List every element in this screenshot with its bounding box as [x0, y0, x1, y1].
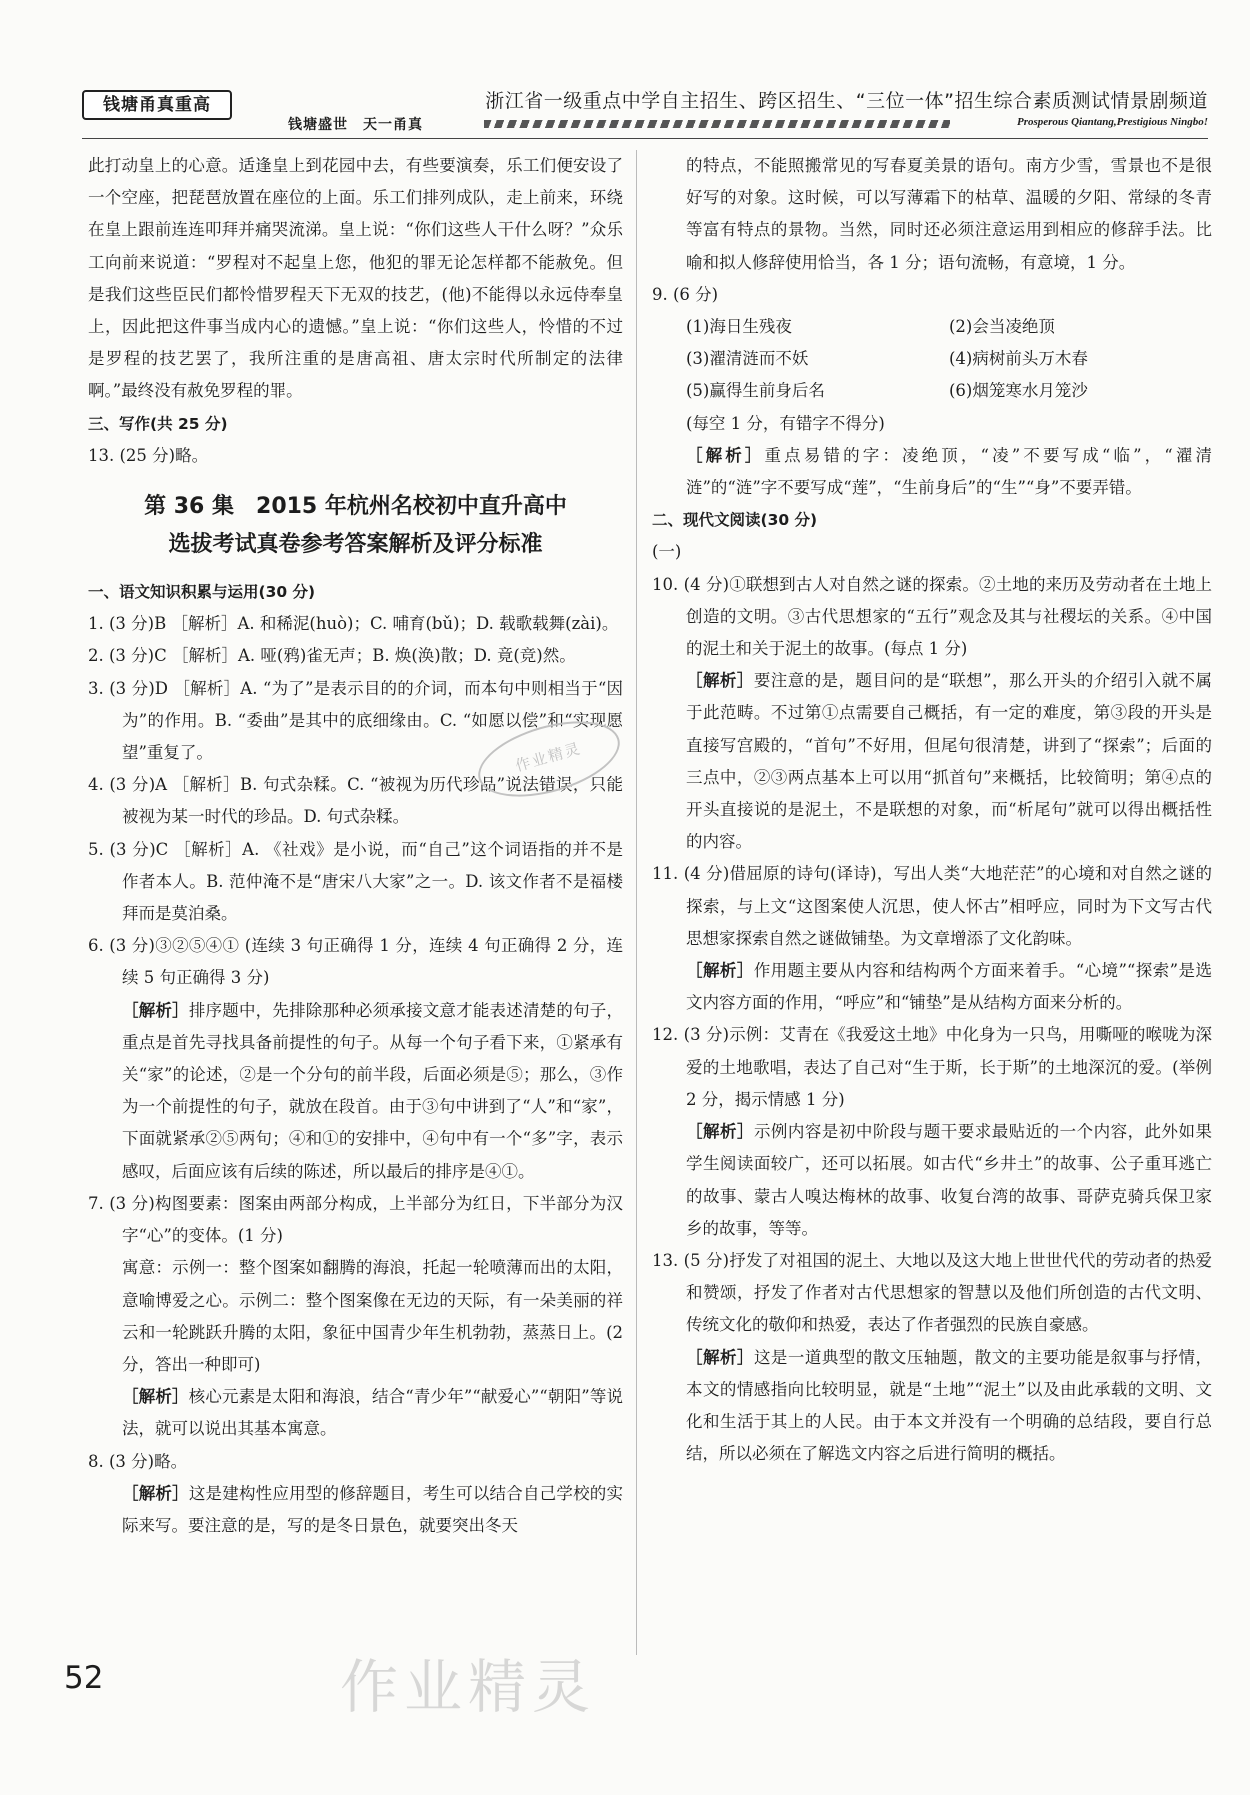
- section-heading-knowledge: 一、语文知识积累与运用(30 分): [88, 583, 316, 602]
- answer-5: 5. (3 分)C ［解析］A. 《社戏》是小说，而“自己”这个词语指的并不是作者本人。B. 范仲淹不是“唐宋八大家”之一。D. 该文作者不是福楼拜而是莫泊桑。: [88, 839, 623, 924]
- brand-subtitle: 钱塘盛世 天一甬真: [288, 117, 423, 133]
- analysis-9-text: 重点易错的字：凌绝顶，“凌”不要写成“临”，“濯清涟”的“涟”字不要写成“莲”，“生前身后”的“生”“身”不要弄错。: [686, 445, 1212, 498]
- analysis-12-text: 示例内容是初中阶段与题干要求最贴近的一个内容，此外如果学生阅读面较广，还可以拓展。如古代“乡井土”的故事、公子重耳逃亡的故事、蒙古人嗅达梅林的故事、收复台湾的故事、哥萨克骑兵保卫家乡的故事，等等。: [686, 1122, 1213, 1238]
- answer-9-items: [652, 311, 1212, 408]
- answer-7: 7. (3 分)构图要素：图案由两部分构成，上半部分为红日，下半部分为汉字“心”的变体。(1 分): [88, 1193, 623, 1246]
- answer-9-note: (每空 1 分，有错字不得分): [686, 413, 885, 433]
- watermark-stamp: 作业精灵: [470, 707, 629, 811]
- answer-9-item: (3)濯清涟而不妖: [686, 349, 809, 369]
- answer-9-item: (2)会当凌绝顶: [949, 317, 1055, 337]
- answer-6: 6. (3 分)③②⑤④① (连续 3 句正确得 1 分，连续 4 句正确得 2 分，连续 5 句正确得 3 分): [88, 936, 623, 988]
- continued-text: 此打动皇上的心意。适逢皇上到花园中去，有些要演奏，乐工们便安设了一个空座，把琵琶放置在座位的上面。乐工们排列成队，走上前来，环绕在皇上跟前连连叩拜并痛哭流涕。皇上说：“你们这些人干什么呀？”众乐工向前来说道：“罗程对不起皇上您，他犯的罪无论怎样都不能赦免。但是我们这些臣民们都怜惜罗程天下无双的技艺，(他)不能得以永远侍奉皇上，因此把这件事当成内心的遗憾。”皇上说：“你们这些人，怜惜的不过是罗程的技艺罢了，我所注重的是唐高祖、唐太宗时代所制定的法律啊。”最终没有赦免罗程的罪。: [88, 156, 623, 401]
- answer-4: 4. (3 分)A ［解析］B. 句式杂糅。C. “被视为历代珍品”说法错误，只能被视为某一时代的珍品。D. 句式杂糅。: [88, 775, 623, 827]
- analysis-tag: ［解析］: [686, 1122, 754, 1142]
- episode-title: [88, 488, 623, 564]
- analysis-7-text: 核心元素是太阳和海浪，结合“青少年”“献爱心”“朝阳”等说法，就可以说出其基本寓意。: [122, 1387, 623, 1439]
- header-tagline: Prosperous Qiantang,Prestigious Ningbo!: [1016, 116, 1208, 128]
- channel-title: 浙江省一级重点中学自主招生、跨区招生、“三位一体”招生综合素质测试情景剧频道: [485, 90, 1208, 112]
- header-stripe: [484, 120, 950, 128]
- column-divider: [636, 150, 637, 1655]
- analysis-11: [652, 955, 1212, 1019]
- section-heading-writing: 三、写作(共 25 分): [88, 414, 228, 433]
- section-heading-reading: 二、现代文阅读(30 分): [652, 511, 818, 530]
- answer-9-item: (5)赢得生前身后名: [686, 381, 825, 401]
- analysis-8: [88, 1478, 623, 1542]
- answer-11: 11. (4 分)借屈原的诗句(译诗)，写出人类“大地茫茫”的心境和对自然之谜的探索，与上文“这图案使人沉思，使人怀古”相呼应，同时为下文写古代思想家探索自然之谜做铺垫。为文章增添了文化韵味。: [652, 864, 1212, 948]
- answer-9-item: (1)海日生残夜: [686, 317, 792, 337]
- answer-7-meaning: 寓意：示例一：整个图案如翻腾的海浪，托起一轮喷薄而出的太阳，意喻博爱之心。示例二：整个图案像在无边的天际，有一朵美丽的祥云和一轮跳跃升腾的太阳，象征中国青少年生机勃勃，蒸蒸日上。(2 分，答出一种即可): [122, 1258, 623, 1374]
- left-column: [88, 150, 623, 1542]
- answer-12: 12. (3 分)示例：艾青在《我爱这土地》中化身为一只鸟，用嘶哑的喉咙为深爱的土地歌唱，表达了自己对“生于斯，长于斯”的土地深沉的爱。(举例 2 分，揭示情感 1 分): [652, 1025, 1212, 1109]
- analysis-7: [88, 1381, 623, 1445]
- answer-9: 9. (6 分): [652, 284, 719, 304]
- analysis-10: [652, 665, 1212, 858]
- analysis-8-text: 这是建构性应用型的修辞题目，考生可以结合自己学校的实际来写。要注意的是，写的是冬日景色，就要突出冬天: [122, 1483, 624, 1535]
- analysis-tag: ［解析］: [686, 1347, 754, 1367]
- analysis-9: [652, 440, 1212, 504]
- header-rule: [82, 138, 1208, 139]
- analysis-tag: ［解析］: [122, 1387, 189, 1407]
- analysis-tag: ［解析］: [122, 1000, 189, 1020]
- analysis-6-text: 排序题中，先排除那种必须承接文意才能表述清楚的句子，重点是首先寻找具备前提性的句子。从每一个句子看下来，①紧承有关“家”的论述，②是一个分句的前半段，后面必须是⑤；那么，③作为一个前提性的句子，就放在段首。由于③句中讲到了“人”和“家”，下面就紧承②⑤两句；④和①的安排中，④句中有一个“多”字，表示感叹，后面应该有后续的陈述，所以最后的排序是④①。: [122, 1000, 624, 1181]
- page-number: 52: [64, 1660, 104, 1696]
- analysis-tag: ［解析］: [686, 445, 765, 465]
- answer-13: 13. (5 分)抒发了对祖国的泥土、大地以及这大地上世世代代的劳动者的热爱和赞颂，抒发了作者对古代思想家的智慧以及他们所创造的古代文明、传统文化的敬仰和热爱，表达了作者强烈的民族自豪感。: [652, 1250, 1212, 1335]
- episode-title-line1: 第 36 集 2015 年杭州名校初中直升高中: [144, 494, 567, 520]
- analysis-tag: ［解析］: [122, 1483, 189, 1503]
- answer-10: 10. (4 分)①联想到古人对自然之谜的探索。②土地的来历及劳动者在土地上创造的文明。③古代思想家的“五行”观念及其与社稷坛的关系。④中国的泥土和关于泥土的故事。(每点 1 分): [652, 574, 1212, 659]
- episode-title-line2: 选拔考试真卷参考答案解析及评分标准: [168, 532, 543, 558]
- brand-logo: 钱塘甬真重高: [82, 90, 232, 120]
- right-column: [652, 150, 1212, 1470]
- answer-9-item: (4)病树前头万木春: [949, 349, 1088, 369]
- answer-9-item: (6)烟笼寒水月笼沙: [949, 381, 1088, 401]
- continued-text-right: 的特点，不能照搬常见的写春夏美景的语句。南方少雪，雪景也不是很好写的对象。这时候，可以写薄霜下的枯草、温暖的夕阳、常绿的冬青等富有特点的景物。当然，同时还必须注意运用到相应的修辞手法。比喻和拟人修辞使用恰当，各 1 分；语句流畅，有意境，1 分。: [686, 156, 1212, 272]
- analysis-13: [652, 1342, 1212, 1471]
- answer-1: 1. (3 分)B ［解析］A. 和稀泥(huò)；C. 哺育(bǔ)；D. 载歌载舞(zài)。: [88, 614, 619, 634]
- analysis-6: [88, 995, 623, 1188]
- answer-3: 3. (3 分)D ［解析］A. “为了”是表示目的的介词，而本句中则相当于“因为”的作用。B. “委曲”是其中的底细缘由。C. “如愿以偿”和“实现愿望”重复了。: [88, 678, 623, 763]
- analysis-tag: ［解析］: [686, 961, 754, 981]
- analysis-12: [652, 1116, 1212, 1245]
- analysis-10-text: 要注意的是，题目问的是“联想”，那么开头的介绍引入就不属于此范畴。不过第①点需要自己概括，有一定的难度，第③段的开头是直接写宫殿的，“首句”不好用，但尾句很清楚，讲到了“探索”；后面的三点中，②③两点基本上可以用“抓首句”来概括，比较简明；第④点的开头直接说的是泥土，不是联想的对象，而“析尾句”就可以得出概括性的内容。: [686, 671, 1213, 852]
- analysis-tag: ［解析］: [686, 671, 754, 691]
- watermark-text: 作业精灵: [340, 1653, 597, 1721]
- answer-13-writing: 13. (25 分)略。: [88, 445, 209, 465]
- analysis-11-text: 作用题主要从内容和结构两个方面来着手。“心境”“探索”是选文内容方面的作用，“呼应”和“铺垫”是从结构方面来分析的。: [686, 961, 1212, 1013]
- reading-part-1: (一): [652, 542, 682, 562]
- analysis-13-text: 这是一道典型的散文压轴题，散文的主要功能是叙事与抒情，本文的情感指向比较明显，就是“土地”“泥土”以及由此承载的文明、文化和生活于其上的人民。由于本文并没有一个明确的总结段，要自行总结，所以必须在了解选文内容之后进行简明的概括。: [686, 1347, 1213, 1464]
- page-header: [0, 0, 1250, 140]
- answer-8: 8. (3 分)略。: [88, 1451, 188, 1471]
- answer-2: 2. (3 分)C ［解析］A. 哑(鸦)雀无声；B. 焕(涣)散；D. 竟(竞)然。: [88, 646, 576, 666]
